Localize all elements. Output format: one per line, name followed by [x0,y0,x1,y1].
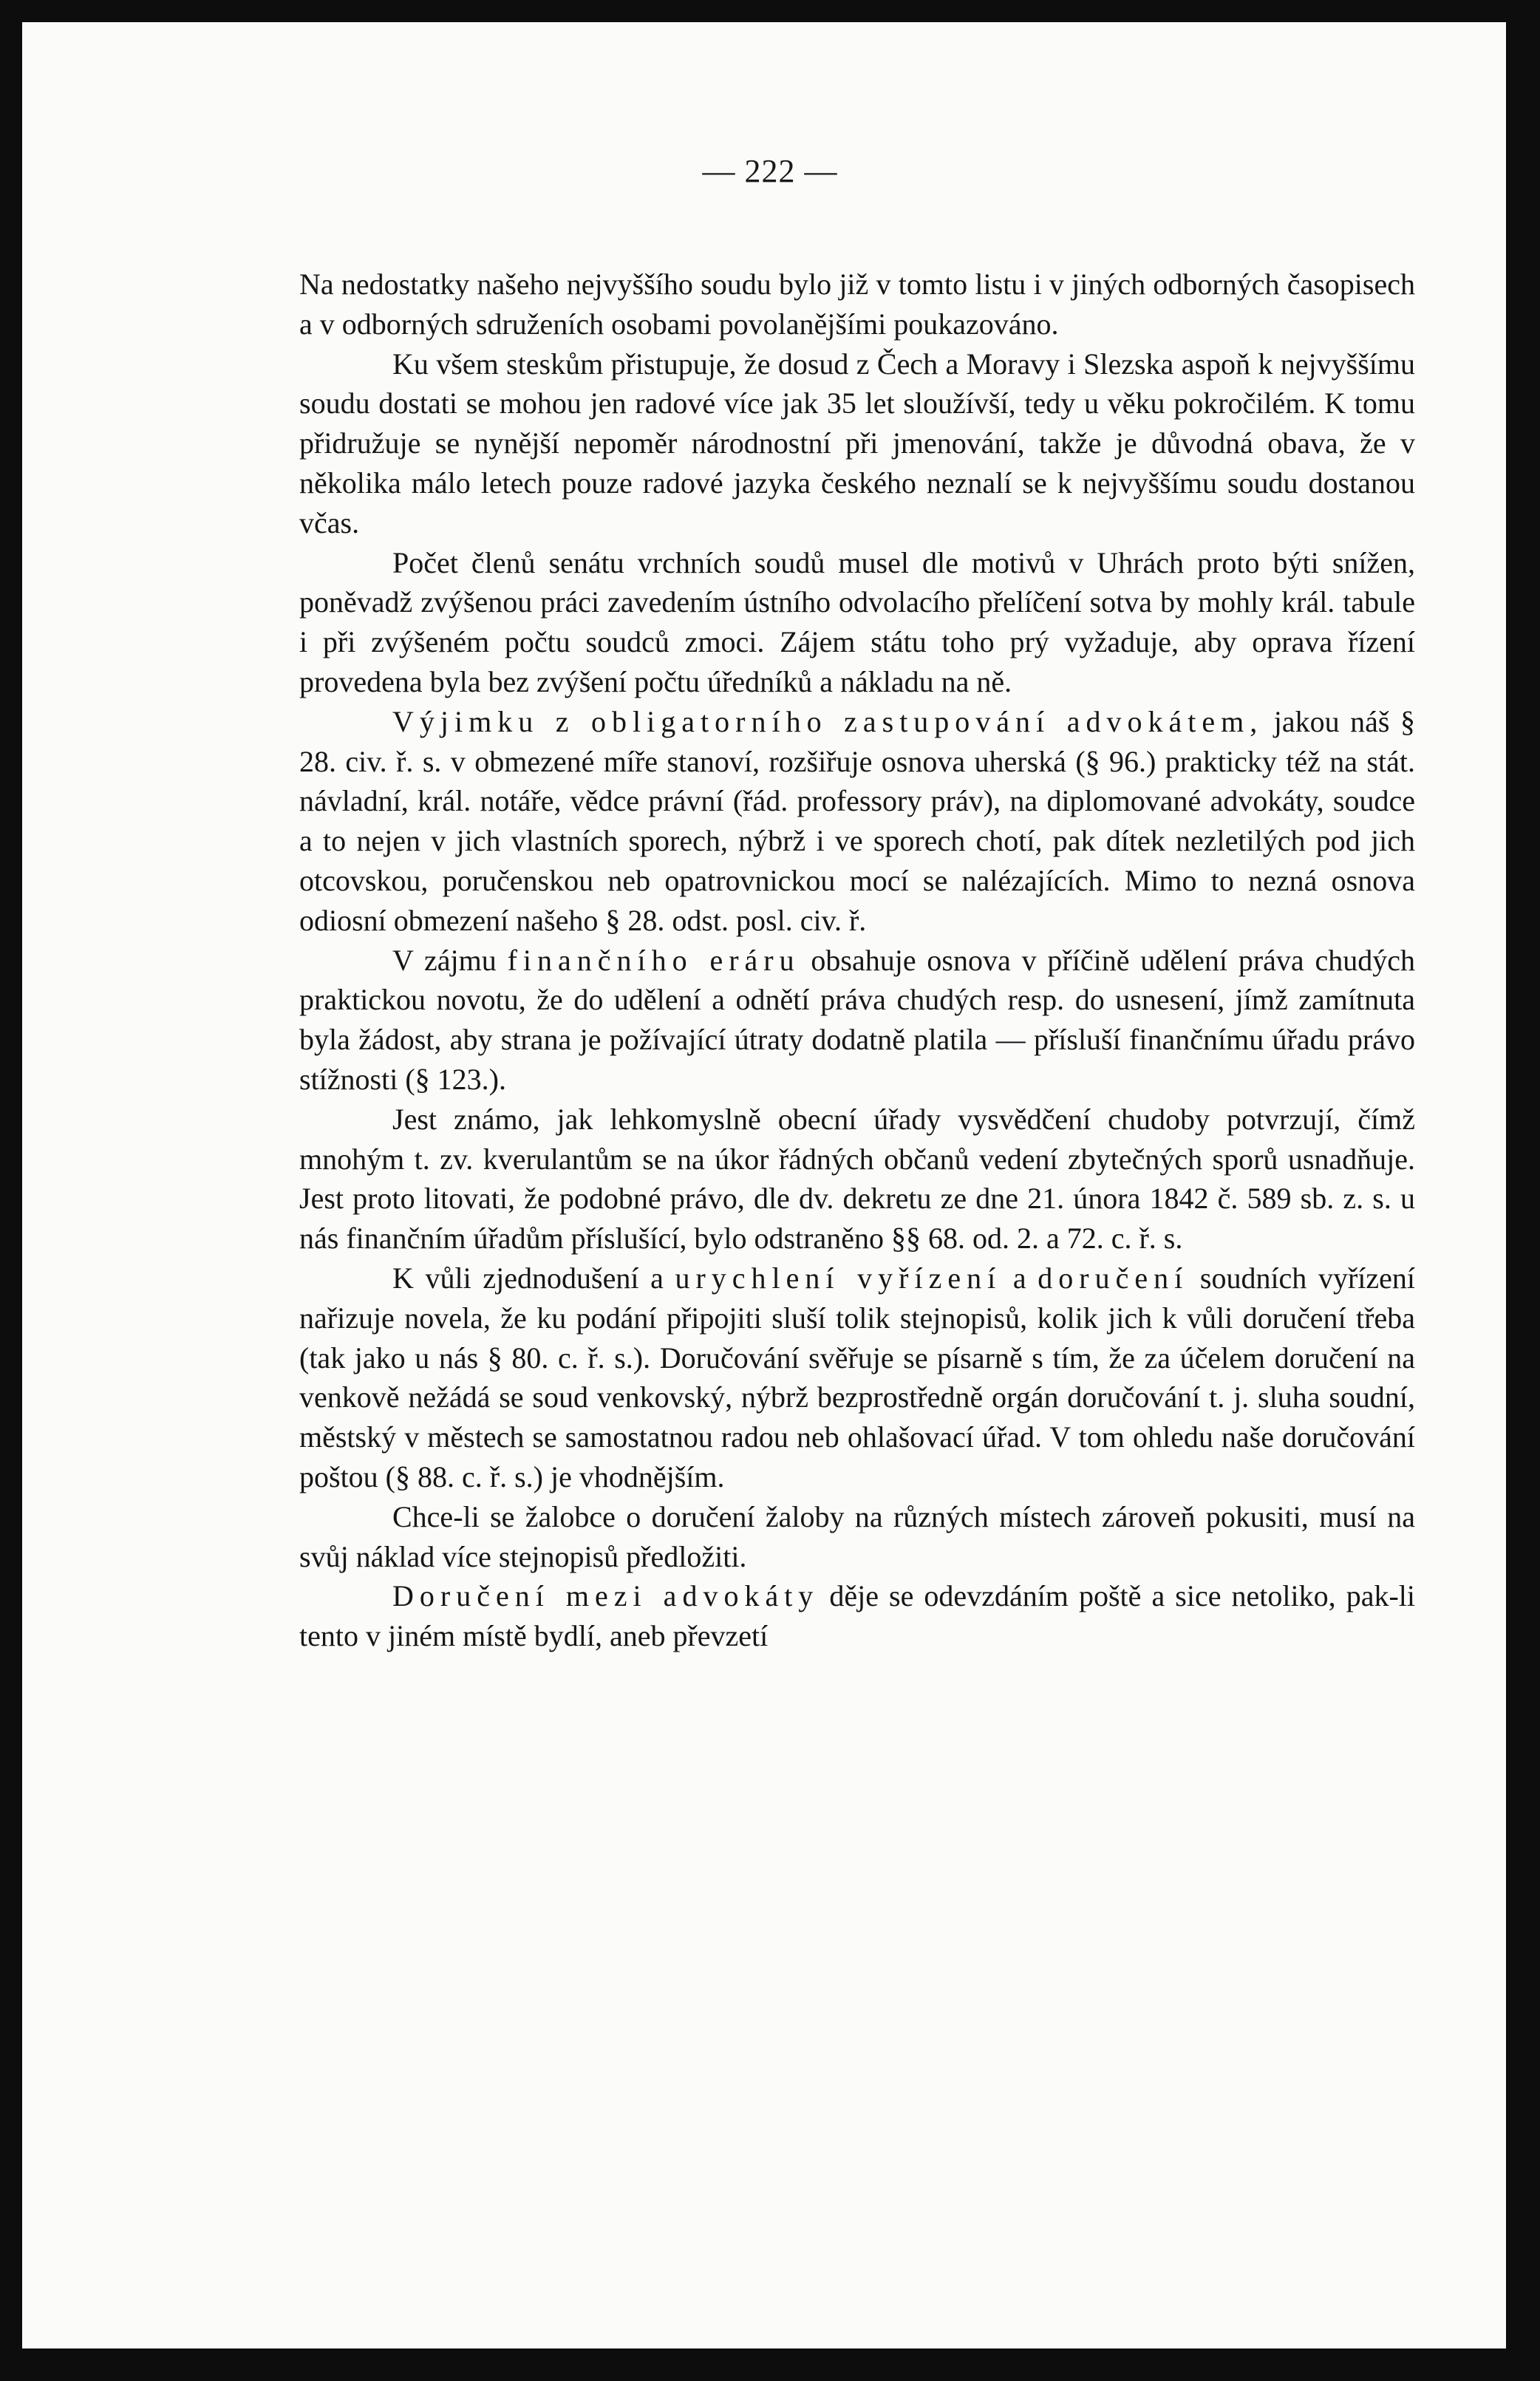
paragraph-2: Ku všem steskům přistupuje, že dosud z Čech a Moravy i Slezska aspoň k nejvyššímu soudu dostati se mohou jen radové více jak 35 let sloužívší, tedy u věku pokročilém. K tomu přidružuje se nynější nepoměr národnostní při jmenování, takže je důvodná obava, že v několika málo letech pouze radové jazyka českého neznalí se k nejvyššímu soudu dostanou včas. [299,347,1415,539]
scan-border-bottom [0,2348,1540,2381]
paragraph-3: Počet členů senátu vrchních soudů musel dle motivů v Uhrách proto býti snížen, poněvadž zvýšenou práci zavedením ústního odvolacího přelíčení sotva by mohly král. tabule i při zvýšeném počtu soudců zmoci. Zájem státu toho prý vyžaduje, aby oprava řízení provedena byla bez zvýšení počtu úředníků a nákladu na ně. [299,545,1415,698]
scan-border-left [0,0,22,2381]
spaced-emphasis: urychlení vyřízení [675,1261,1002,1295]
paragraph-middle: a [1001,1261,1038,1295]
paragraph-text: soudních vyřízení nařizuje novela, že ku podání připojiti sluší tolik stejnopisů, kolik jich k vůli doručení třeba (tak jako u nás § 80. c. ř. s.). Doručování svěřuje se písarně s tím, že za účelem doručení na venkově nežádá se soud venkovský, nýbrž bezprostředně orgán doručování t. j. sluha soudní, městský v městech se samostatnou radou neb ohlašovací úřad. V tom ohledu naše doručování poštou (§ 88. c. ř. s.) je vhodnějším. [299,1261,1416,1493]
paragraph-4 [299,702,1415,941]
spaced-emphasis: Výjimku z obligatorního zastupování advokátem, [392,704,1264,738]
paragraph-7 [299,1258,1415,1497]
paragraph-9 [299,1576,1415,1656]
paragraph-8: Chce-li se žalobce o doručení žaloby na různých místech zároveň pokusiti, musí na svůj náklad více stejnopisů předložiti. [299,1499,1415,1573]
paragraph-6: Jest známo, jak lehkomyslně obecní úřady vysvědčení chudoby potvrzují, čímž mnohým t. zv. kverulantům se na úkor řádných občanů vedení zbytečných sporů usnadňuje. Jest proto litovati, že podobné právo, dle dv. dekretu ze dne 21. února 1842 č. 589 sb. z. s. u nás finančním úřadům příslušící, bylo odstraněno §§ 68. od. 2. a 72. c. ř. s. [299,1102,1415,1256]
scan-border-top [0,0,1540,22]
paragraph-lead: K vůli zjednodušení a [392,1261,675,1295]
paragraph-lead: V zájmu [392,943,508,977]
spaced-emphasis: Doručení mezi advokáty [392,1579,820,1613]
paragraph-text: děje se odevzdáním poště a sice netoliko, pak-li tento v jiném místě bydlí, aneb převzetí [299,1579,1415,1653]
paragraph-text: obsahuje osnova v příčině udělení práva chudých praktickou novotu, že do udělení a odnětí práva chudých resp. do usnesení, jímž zamítnuta byla žádost, aby strana je požívající útraty dodatně platila — přísluší finančnímu úřadu právo stížnosti (§ 123.). [299,943,1416,1096]
scan-border-right [1506,0,1540,2381]
spaced-emphasis: finančního eráru [507,943,800,977]
paragraph-5 [299,941,1415,1100]
body-text [299,265,1415,1656]
paragraph-text: jakou náš § 28. civ. ř. s. v obmezené míře stanoví, rozšiřuje osnova uherská (§ 96.) prakticky též na stát. návladní, král. notáře, vědce právní (řád. professory práv), na diplomované advokáty, soudce a to nejen v jich vlastních sporech, nýbrž i ve sporech chotí, pak dítek nezletilých pod jich otcovskou, poručenskou neb opatrovnickou mocí se nalézajících. Mimo to nezná osnova odiosní obmezení našeho § 28. odst. posl. civ. ř. [299,704,1415,937]
spaced-emphasis-2: doručení [1038,1261,1189,1295]
page-number: — 222 — [702,153,838,189]
paragraph-1: Na nedostatky našeho nejvyššího soudu bylo již v tomto listu i v jiných odborných časopisech a v odborných sdruženích osobami povolanějšími poukazováno. [299,268,1415,341]
